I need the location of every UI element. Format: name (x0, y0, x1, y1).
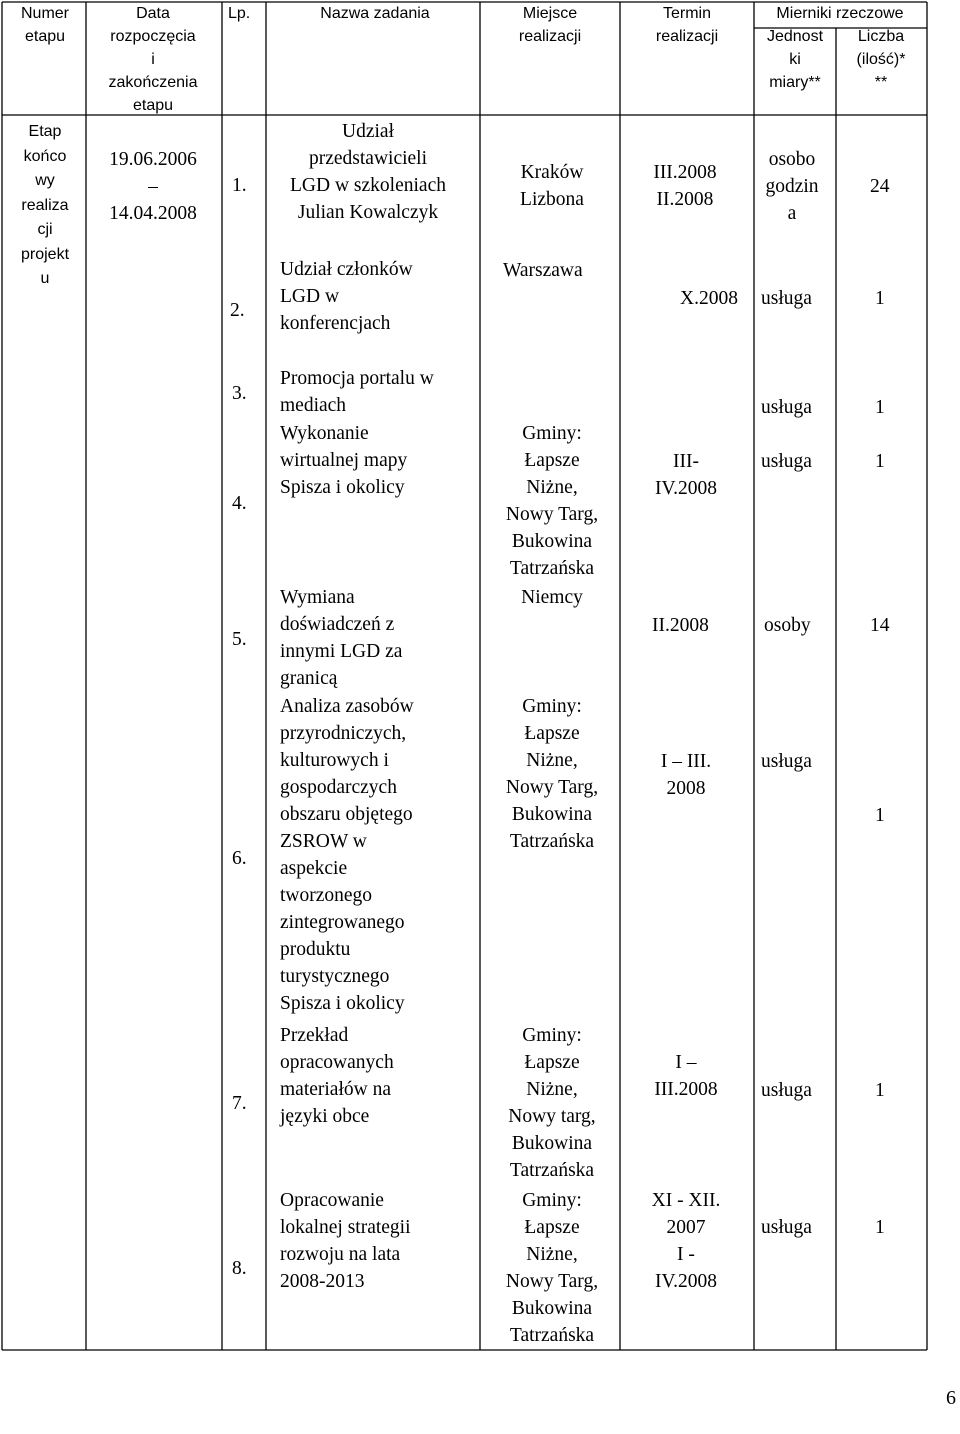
row-2-task: Udział członków LGD w konferencjach (280, 259, 413, 334)
row-2-lp: 2. (230, 300, 245, 321)
header-lp: Lp. (228, 5, 251, 22)
row-6-place: Gminy: Łapsze Niżne, Nowy Targ, Bukowina Tatrzańska (505, 696, 599, 852)
row-8-place: Gminy: Łapsze Niżne, Nowy Targ, Bukowina Tatrzańska (505, 1190, 599, 1346)
header-qty: Liczba (ilość)* ** (856, 28, 906, 91)
header-task: Nazwa zadania (320, 5, 430, 22)
row-1-qty: 24 (870, 176, 890, 197)
row-8-task: Opracowanie lokalnej strategii rozwoju na lata 2008-2013 (280, 1190, 411, 1292)
row-1-place: Kraków Lizbona (520, 162, 584, 210)
row-3-unit: usługa (761, 397, 812, 418)
header-term: Termin realizacji (655, 5, 719, 45)
row-2-term: X.2008 (680, 288, 738, 309)
row-5-lp: 5. (232, 629, 247, 650)
row-3-qty: 1 (875, 397, 885, 418)
row-6-task: Analiza zasobów przyrodniczych, kulturowych i gospodarczych obszaru objętego ZSROW w aspekcie tworzonego zintegrowanego produktu turystycznego Spisza i okolicy (280, 696, 414, 1014)
row-8-term: XI - XII. 2007 I - IV.2008 (651, 1190, 721, 1292)
row-4-place: Gminy: Łapsze Niżne, Nowy Targ, Bukowina Tatrzańska (505, 423, 599, 579)
row-1-lp: 1. (232, 175, 247, 196)
row-4-term: III- IV.2008 (655, 451, 717, 499)
row-2-unit: usługa (761, 288, 812, 309)
row-8-unit: usługa (761, 1217, 812, 1238)
row-2-place: Warszawa (503, 260, 583, 281)
row-7-task: Przekład opracowanych materiałów na języki obce (280, 1025, 394, 1127)
header-place: Miejsce realizacji (518, 5, 582, 45)
page-number: 6 (946, 1387, 956, 1409)
row-5-place: Niemcy (521, 587, 583, 608)
row-7-term: I – III.2008 (654, 1052, 718, 1100)
row-6-qty: 1 (875, 805, 885, 826)
row-7-qty: 1 (875, 1080, 885, 1101)
row-8-qty: 1 (875, 1217, 885, 1238)
row-4-qty: 1 (875, 451, 885, 472)
row-4-unit: usługa (761, 451, 812, 472)
header-stage-no: Numer etapu (20, 5, 70, 45)
row-7-unit: usługa (761, 1080, 812, 1101)
row-1-task: Udział przedstawicieli LGD w szkoleniach Julian Kowalczyk (290, 121, 446, 223)
row-5-task: Wymiana doświadczeń z innymi LGD za granicą (280, 587, 403, 689)
row-1-term: III.2008 II.2008 (653, 162, 717, 210)
header-unit: Jednost ki miary** (766, 28, 824, 91)
row-1-unit: osobo godzin a (765, 149, 819, 224)
header-dates: Data rozpoczęcia i zakończenia etapu (108, 5, 198, 114)
row-3-task: Promocja portalu w mediach (280, 368, 434, 416)
header-measures: Mierniki rzeczowe (776, 5, 904, 22)
stage-name: Etap końco wy realiza cji projekt u (20, 123, 70, 287)
row-2-qty: 1 (875, 288, 885, 309)
row-4-task: Wykonanie wirtualnej mapy Spisza i okolicy (280, 423, 408, 498)
row-6-lp: 6. (232, 848, 247, 869)
row-3-lp: 3. (232, 383, 247, 404)
row-5-term: II.2008 (652, 615, 709, 636)
row-7-lp: 7. (232, 1093, 247, 1114)
row-7-place: Gminy: Łapsze Niżne, Nowy targ, Bukowina Tatrzańska (508, 1025, 596, 1181)
stage-dates: 19.06.2006 – 14.04.2008 (109, 149, 197, 224)
row-4-lp: 4. (232, 493, 247, 514)
row-6-term: I – III. 2008 (660, 751, 712, 799)
row-5-qty: 14 (870, 615, 890, 636)
row-6-unit: usługa (761, 751, 812, 772)
row-5-unit: osoby (764, 615, 811, 636)
row-8-lp: 8. (232, 1258, 247, 1279)
